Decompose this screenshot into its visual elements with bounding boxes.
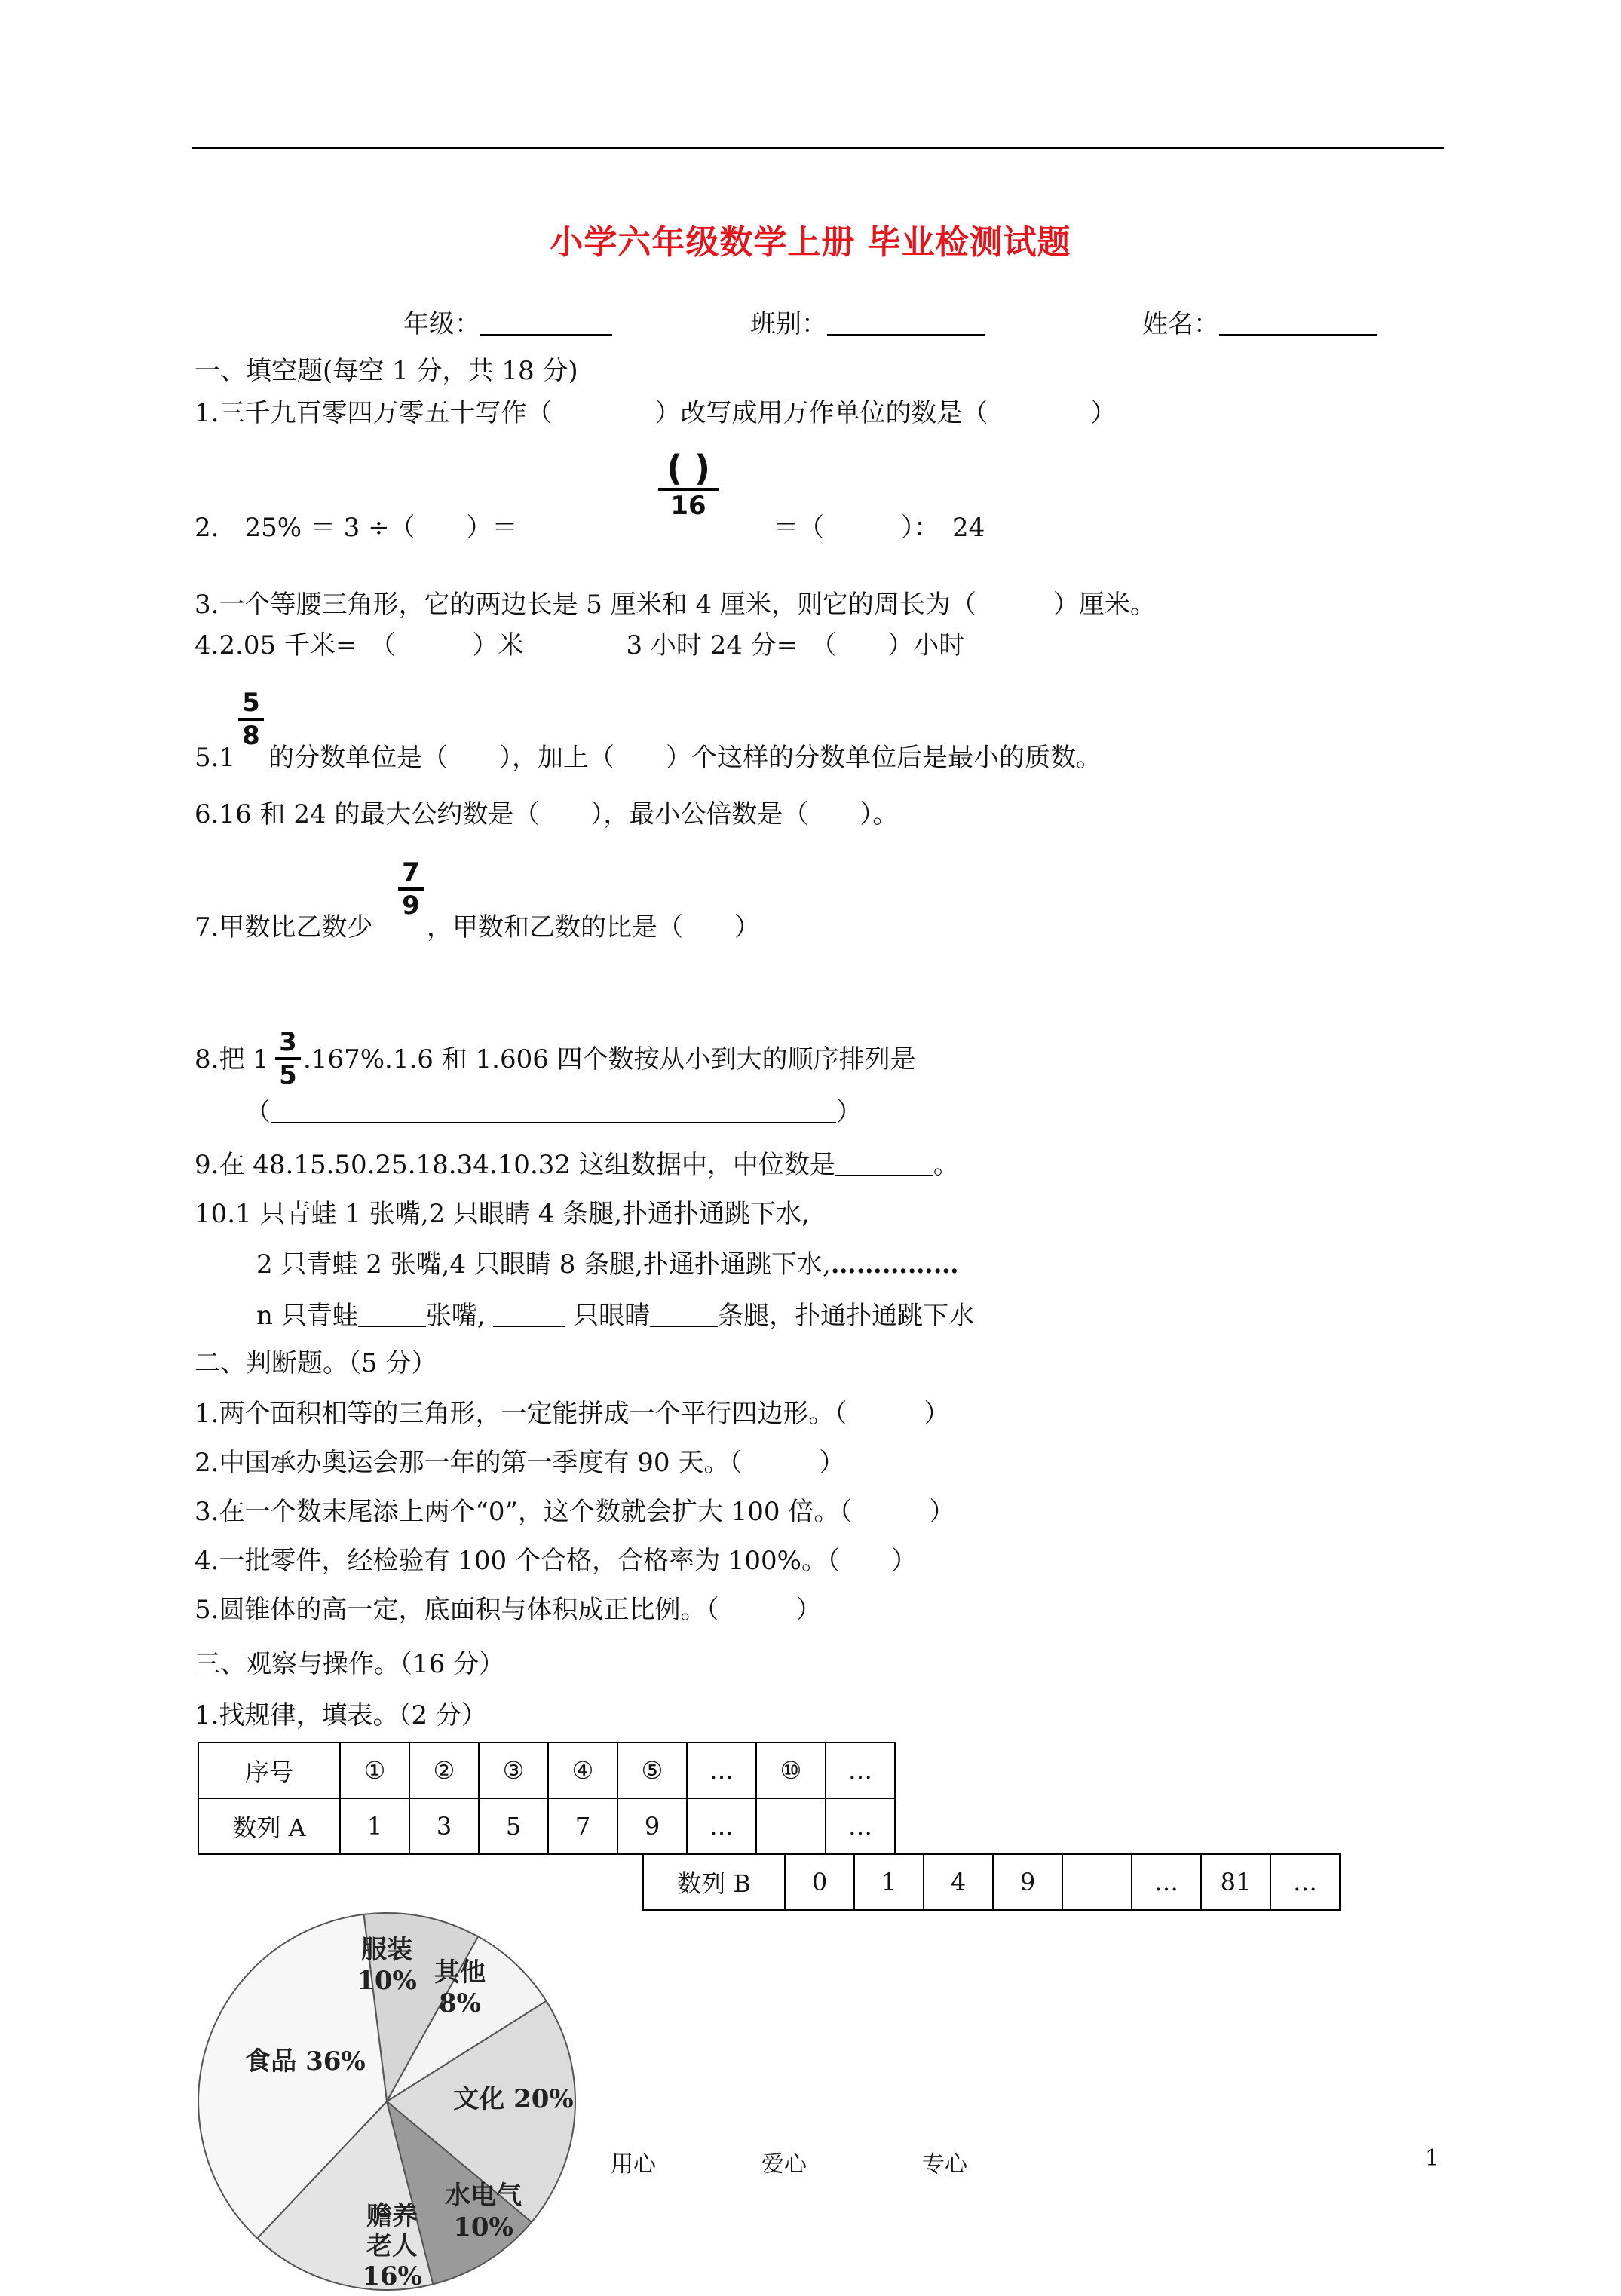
table-cell: 81	[1201, 1854, 1270, 1910]
q10-blank-eyes[interactable]	[493, 1303, 565, 1327]
table-cell: 序号	[198, 1743, 340, 1798]
grade-field	[403, 309, 612, 340]
q10-line2-text: 2 只青蛙 2 张嘴,4 只眼睛 8 条腿,扑通扑通跳下水,	[256, 1249, 831, 1280]
table-cell: 9	[993, 1854, 1062, 1910]
footer-text-1: 用心	[611, 2151, 656, 2178]
table-cell: …	[1270, 1854, 1340, 1910]
question-8-answer-line	[245, 1097, 862, 1128]
pie-label-food: 食品 36%	[245, 2046, 366, 2077]
table-row	[643, 1854, 1340, 1910]
q7-fraction	[398, 857, 424, 921]
judge-item-3: 3.在一个数末尾添上两个“0”，这个数就会扩大 100 倍。（ ）	[195, 1497, 955, 1527]
question-10-line2	[256, 1249, 959, 1280]
pie-label-clothing-pct: 10%	[357, 1966, 417, 1996]
pie-label-culture: 文化 20%	[453, 2084, 574, 2114]
section3-heading: 三、观察与操作。（16 分）	[195, 1649, 505, 1679]
q2-fraction	[658, 448, 719, 521]
question-6: 6.16 和 24 的最大公约数是（ ），最小公倍数是（ ）。	[195, 799, 899, 829]
table-cell: ③	[479, 1743, 548, 1798]
q7-frac-num: 7	[402, 857, 420, 887]
pie-label-utilities: 水电气	[445, 2181, 522, 2211]
q10-blank-legs[interactable]	[650, 1303, 718, 1327]
name-label: 姓名：	[1142, 309, 1219, 339]
question-10-line3	[256, 1301, 974, 1332]
table-cell: 5	[479, 1798, 548, 1854]
pie-label-elderly-pct: 16%	[362, 2261, 422, 2291]
question-1: 1.三千九百零四万零五十写作（ ）改写成用万作单位的数是（ ）	[195, 398, 1117, 428]
q8-close-paren: ）	[836, 1097, 862, 1127]
pie-label-other: 其他	[434, 1957, 486, 1988]
question-10-line1: 10.1 只青蛙 1 张嘴,2 只眼睛 4 条腿,扑通扑通跳下水,	[195, 1199, 810, 1229]
q5-fraction	[238, 690, 264, 749]
section3-q1: 1.找规律，填表。（2 分）	[195, 1700, 487, 1730]
pie-label-utilities-pct: 10%	[453, 2212, 513, 2242]
table-cell: 数列 B	[643, 1854, 785, 1910]
table-cell-blank[interactable]	[756, 1798, 826, 1854]
table-cell: ②	[409, 1743, 479, 1798]
name-blank[interactable]	[1219, 311, 1377, 336]
table-cell: ⑤	[617, 1743, 687, 1798]
q9-text: 9.在 48.15.50.25.18.34.10.32 这组数据中，中位数是	[195, 1150, 835, 1180]
table-cell: …	[687, 1743, 756, 1798]
question-8-prefix: 8.把 1	[195, 1044, 269, 1074]
footer-text-2: 爱心	[761, 2151, 807, 2178]
table-cell: ④	[548, 1743, 617, 1798]
judge-item-2: 2.中国承办奥运会那一年的第一季度有 90 天。（ ）	[195, 1448, 845, 1478]
class-blank[interactable]	[827, 311, 985, 336]
sequence-table-a	[198, 1742, 896, 1855]
table-cell-blank[interactable]	[1062, 1854, 1132, 1910]
table-cell: …	[826, 1798, 895, 1854]
section2-heading: 二、判断题。（5 分）	[195, 1348, 437, 1378]
table-row	[198, 1743, 895, 1798]
table-cell: 0	[785, 1854, 854, 1910]
pie-label-elderly-2: 老人	[366, 2231, 418, 2261]
q10-dots: ……………	[830, 1249, 959, 1280]
q10-line3-d: 条腿，扑通扑通跳下水	[718, 1301, 975, 1331]
table-cell: 1	[340, 1798, 409, 1854]
sequence-table-b	[642, 1853, 1341, 1911]
q2-frac-den: 16	[670, 491, 706, 521]
q8-fraction	[275, 1029, 301, 1088]
name-field	[1142, 309, 1377, 340]
table-cell: …	[687, 1798, 756, 1854]
q10-blank-mouths[interactable]	[358, 1303, 426, 1327]
question-5-prefix: 5.1	[195, 743, 236, 773]
top-rule	[192, 147, 1444, 149]
q10-line3-b: 张嘴,	[425, 1301, 486, 1331]
page-number: 1	[1425, 2145, 1440, 2172]
question-7-tail: ，甲数和乙数的比是（ ）	[427, 912, 760, 943]
pie-label-elderly-1: 赡养	[366, 2201, 418, 2231]
question-5-tail: 的分数单位是（ ），加上（ ）个这样的分数单位后是最小的质数。	[268, 743, 1102, 773]
question-2: 2. 25% ＝ 3 ÷（ ）＝	[195, 513, 518, 543]
q8-frac-num: 3	[279, 1027, 297, 1057]
table-cell: 9	[617, 1798, 687, 1854]
expense-pie-chart	[192, 1904, 584, 2296]
footer-text-3: 专心	[922, 2151, 967, 2178]
question-9	[195, 1150, 959, 1181]
pie-label-clothing: 服装	[361, 1935, 412, 1965]
class-field	[750, 309, 985, 340]
question-3: 3.一个等腰三角形，它的两边长是 5 厘米和 4 厘米，则它的周长为（ ）厘米。	[195, 590, 1156, 620]
table-row	[198, 1798, 895, 1854]
page-title: 小学六年级数学上册 毕业检测试题	[550, 223, 1071, 262]
q10-line3-c: 只眼睛	[573, 1301, 651, 1331]
table-cell: 1	[854, 1854, 924, 1910]
q8-open-paren: （	[245, 1097, 271, 1127]
question-4: 4.2.05 千米= （ ）米 3 小时 24 分= （ ）小时	[195, 630, 965, 661]
q10-line3-a: n 只青蛙	[256, 1301, 358, 1331]
q5-frac-num: 5	[242, 688, 260, 718]
table-cell: 数列 A	[198, 1798, 340, 1854]
judge-item-4: 4.一批零件，经检验有 100 个合格，合格率为 100%。（ ）	[195, 1546, 917, 1576]
table-cell: …	[826, 1743, 895, 1798]
question-2-tail: ＝（ ）： 24	[773, 513, 985, 543]
q5-frac-den: 8	[242, 721, 260, 751]
class-label: 班别：	[750, 309, 827, 339]
table-cell: ⑩	[756, 1743, 826, 1798]
judge-item-5: 5.圆锥体的高一定，底面积与体积成正比例。（ ）	[195, 1595, 822, 1625]
q7-frac-den: 9	[402, 891, 420, 921]
q9-blank[interactable]	[835, 1152, 933, 1176]
question-8-tail: .167%.1.6 和 1.606 四个数按从小到大的顺序排列是	[303, 1044, 916, 1074]
pie-label-other-pct: 8%	[439, 1988, 481, 2019]
q8-answer-blank[interactable]	[271, 1099, 836, 1123]
table-cell: 3	[409, 1798, 479, 1854]
table-cell: 7	[548, 1798, 617, 1854]
grade-blank[interactable]	[480, 311, 612, 336]
table-cell: …	[1132, 1854, 1201, 1910]
judge-item-1: 1.两个面积相等的三角形，一定能拼成一个平行四边形。（ ）	[195, 1399, 950, 1429]
question-7-prefix: 7.甲数比乙数少	[195, 912, 373, 943]
table-cell: ①	[340, 1743, 409, 1798]
table-cell: 4	[924, 1854, 993, 1910]
grade-label: 年级：	[403, 309, 480, 339]
q8-frac-den: 5	[279, 1060, 297, 1090]
q9-tail: 。	[933, 1150, 959, 1180]
q2-frac-num: ( )	[666, 448, 711, 489]
section1-heading: 一、填空题(每空 1 分，共 18 分)	[195, 356, 578, 386]
